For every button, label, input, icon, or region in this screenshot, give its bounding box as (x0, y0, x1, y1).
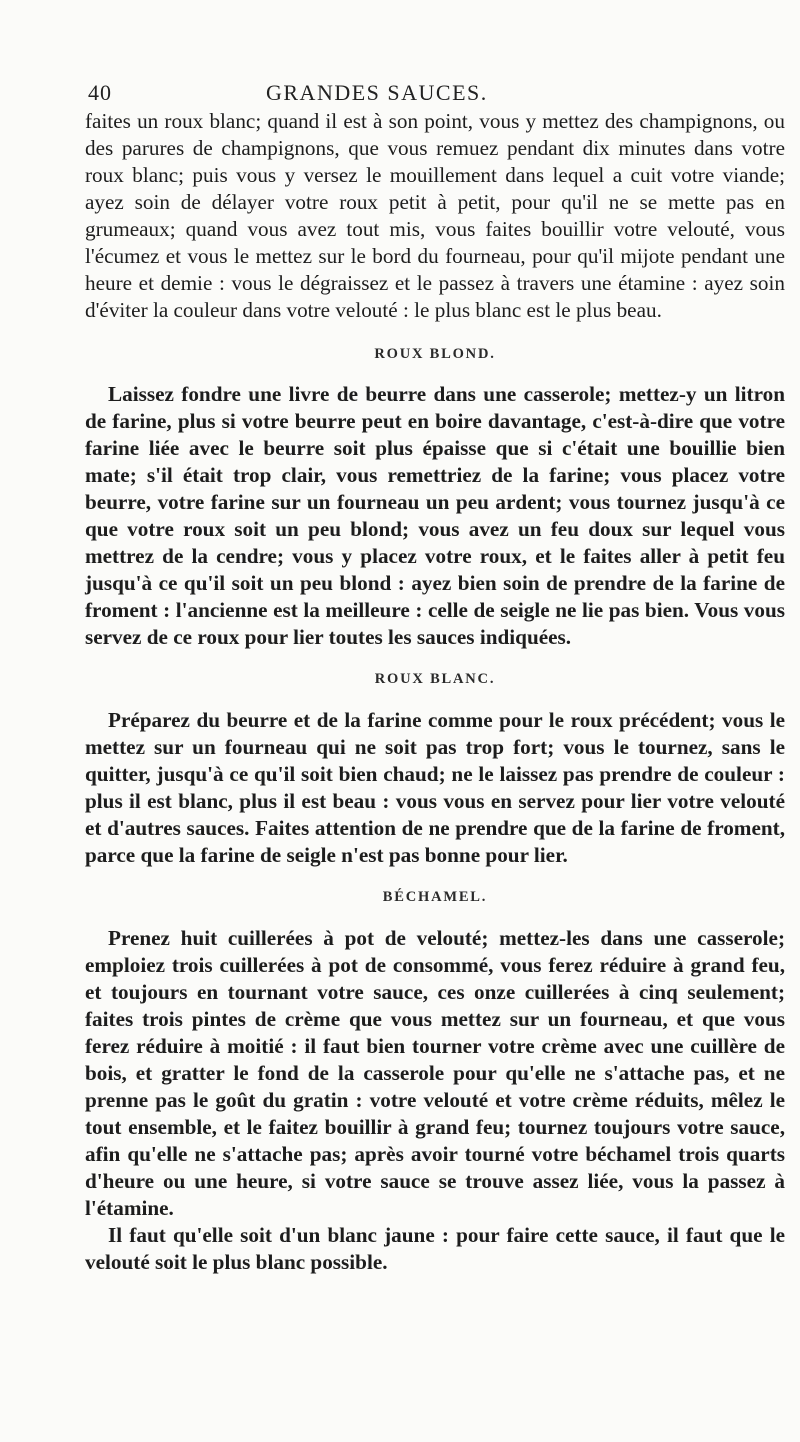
section-bechamel (85, 884, 785, 1276)
page-number: 40 (88, 80, 112, 105)
section-velouté-continued (85, 108, 785, 324)
page-body (85, 108, 785, 1276)
paragraph: Il faut qu'elle soit d'un blanc jaune : pour faire cette sauce, il faut que le velouté soit le plus blanc possible. (85, 1223, 785, 1274)
paragraph: faites un roux blanc; quand il est à son point, vous y mettez des champignons, ou des parures de champignons, que vous remuez pendant dix minutes dans votre roux blanc; puis vous y versez le mouillement dans lequel a cuit votre viande; ayez soin de délayer votre roux petit à petit, pour qu'il ne se mette pas en grumeaux; quand vous avez tout mis, vous faites bouillir votre velouté, vous l'écumez et vous le mettez sur le bord du fourneau, pour qu'il mijote pendant une heure et demie : vous le dégraissez et le passez à travers une étamine : ayez soin d'éviter la couleur dans votre velouté : le plus blanc est le plus beau. (85, 109, 785, 322)
section-roux-blanc (85, 666, 785, 869)
running-title: GRANDES SAUCES. (266, 80, 488, 105)
section-roux-blond (85, 341, 785, 651)
section-heading: ROUX BLANC. (374, 671, 496, 687)
paragraph: Laissez fondre une livre de beurre dans une casserole; mettez-y un litron de farine, plus si votre beurre peut en boire davantage, c'est-à-dire que votre farine liée avec le beurre soit plus épaisse que si c'était une bouillie bien mate; s'il était trop clair, vous remettriez de la farine; vous placez votre beurre, votre farine sur un fourneau un peu ardent; vous tournez jusqu'à ce que votre roux soit un peu blond; vous avez un feu doux sur lequel vous mettrez de la cendre; vous y placez votre roux, et le faites aller à petit feu jusqu'à ce qu'il soit un peu blond : ayez bien soin de prendre de la farine de froment : l'ancienne est la meilleure : celle de seigle ne lie pas bien. Vous vous servez de ce roux pour lier toutes les sauces indiquées. (85, 382, 785, 649)
section-heading: ROUX BLOND. (374, 346, 496, 362)
section-heading: BÉCHAMEL. (382, 889, 488, 905)
paragraph: Préparez du beurre et de la farine comme pour le roux précédent; vous le mettez sur un fourneau qui ne soit pas trop fort; vous le tournez, sans le quitter, jusqu'à ce qu'il soit bien chaud; ne le laissez pas prendre de couleur : plus il est blanc, plus il est beau : vous vous en servez pour lier votre velouté et d'autres sauces. Faites attention de ne prendre que de la farine de froment, parce que la farine de seigle n'est pas bonne pour lier. (85, 708, 785, 867)
paragraph: Prenez huit cuillerées à pot de velouté; mettez-les dans une casserole; emploiez trois cuillerées à pot de consommé, vous ferez réduire à grand feu, et toujours en tournant votre sauce, ces onze cuillerées à cinq seulement; faites trois pintes de crème que vous mettez sur un fourneau, et que vous ferez réduire à moitié : il faut bien tourner votre crème avec une cuillère de bois, et gratter le fond de la casserole pour qu'elle ne s'attache pas, et ne prenne pas le goût du gratin : votre velouté et votre crème réduits, mêlez le tout ensemble, et le faitez bouillir à grand feu; tournez toujours votre sauce, afin qu'elle ne s'attache pas; après avoir tourné votre béchamel trois quarts d'heure ou une heure, si votre sauce se trouve assez liée, vous la passez à l'étamine. (85, 926, 785, 1220)
